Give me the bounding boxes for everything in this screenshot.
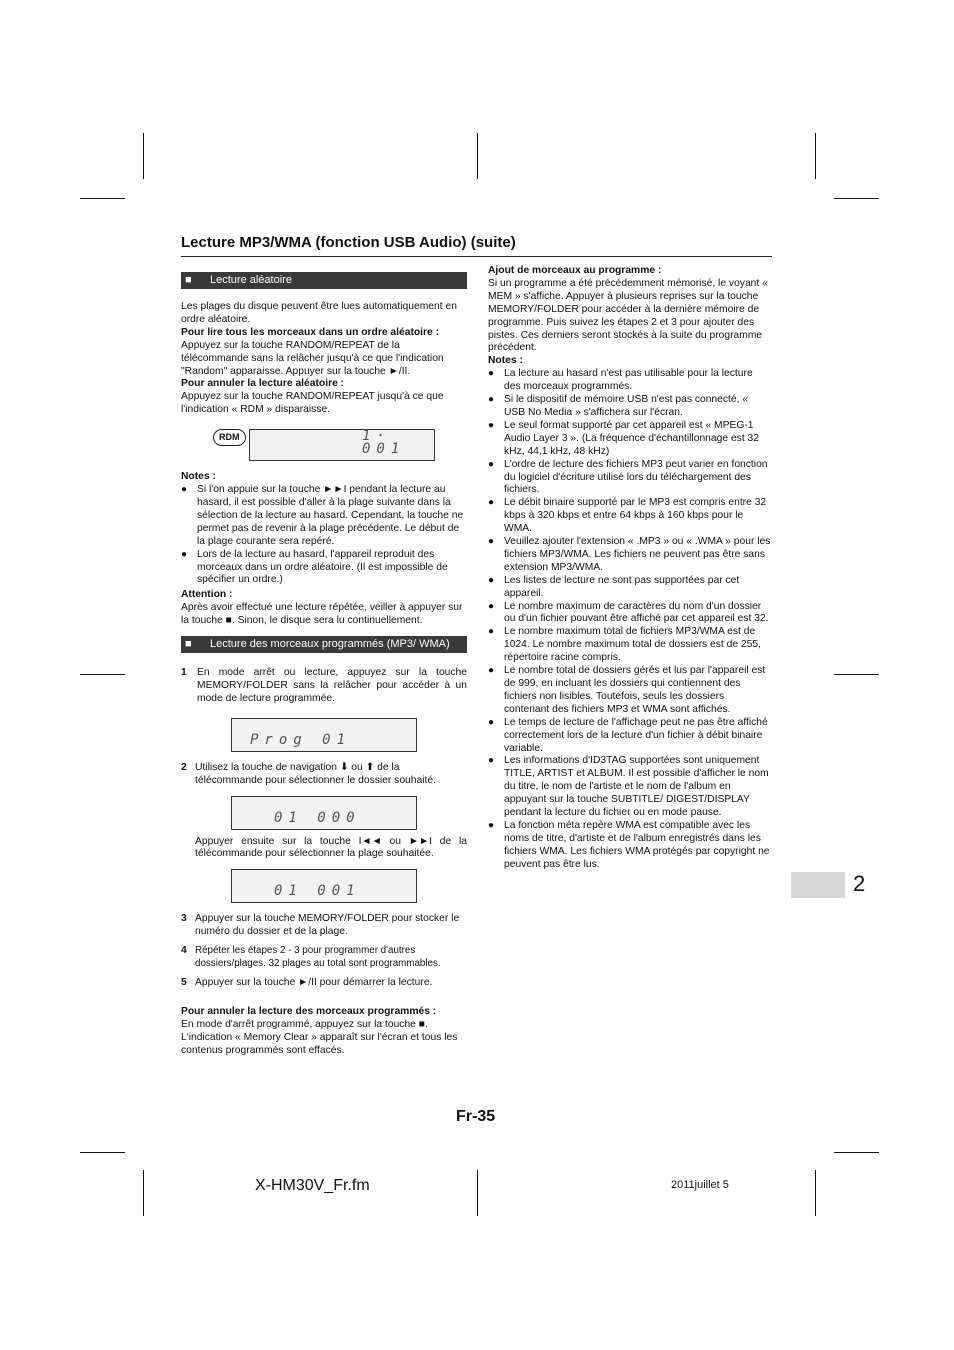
list-item: ● La lecture au hasard n'est pas utilisable pour la lecture des morceaux programmés. [488, 368, 753, 393]
footer-date: 2011juillet 5 [671, 1179, 729, 1191]
cancel-program-text: En mode d'arrêt programmé, appuyez sur la touche ■. L'indication « Memory Clear » apparaît sur l'écran et tous les contenus programmés sont effacés. [181, 1018, 458, 1056]
bullet-icon: ● [488, 716, 495, 728]
notes-label: Notes : [181, 471, 216, 483]
add-program-label: Ajout de morceaux au programme : [488, 265, 662, 276]
step-4: 4 Répéter les étapes 2 - 3 pour programmer d'autres dossiers/plages. 32 plages au total sont programmables. [181, 945, 441, 970]
list-item: ● Si le dispositif de mémoire USB n'est pas connecté, « USB No Media » s'affichera sur l'écran. [488, 394, 749, 418]
section-heading-text: Lecture des morceaux programmés (MP3/ WMA) [210, 638, 450, 651]
add-program-text: Si un programme a été précédemment mémorisé, le voyant « MEM » s'affiche. Appuyer à plusieurs reprises sur la touche MEMORY/FOLDER pour accéder à la dernière mémoire de programme. Puis suivez les étapes 2 et 3 pour ajouter des pistes. Ces derniers seront stockés à la suite du programme précédent. [488, 277, 768, 354]
section-heading-program [181, 636, 467, 653]
bullet-icon: ● [488, 600, 495, 612]
step-5: 5 Appuyer sur la touche ►/II pour démarrer la lecture. [181, 977, 433, 988]
lcd-text: 01 001 [274, 883, 361, 900]
crop-mark [815, 133, 816, 179]
lcd-display [231, 796, 417, 830]
step-2b: Appuyer ensuite sur la touche I◄◄ ou ►►I de la télécommande pour sélectionner la plage souhaitée. [195, 835, 467, 860]
crop-mark [834, 198, 879, 199]
lcd-text: Prog 01 [250, 731, 352, 748]
lcd-text: 1· 001 [362, 428, 406, 458]
rdm-display-figure [181, 425, 467, 469]
attention-text: Après avoir effectué une lecture répétée, veiller à appuyer sur la touche ■. Sinon, le disque sera lu continuellement. [181, 602, 463, 627]
list-item: ● La fonction méta repère WMA est compatible avec les noms de titre, d'artiste et de l'album enregistrés dans les fichiers WMA. Les fichiers WMA protégés par copyright ne peuvent pas être lus. [488, 819, 770, 870]
cancel-program-label: Pour annuler la lecture des morceaux programmés : [181, 1005, 437, 1017]
list-item: ● Les informations d'ID3TAG supportées sont uniquement TITLE, ARTIST et ALBUM. Il est possible d'afficher le nom du titre, le nom de l'artiste et le nom de l'album en appuyant sur la touche SUBTITLE/ DIGEST/DISPLAY pendant la lecture du fichier ou en mode pause. [488, 755, 769, 819]
random-cancel-text: Appuyez sur la touche RANDOM/REPEAT jusqu'à ce que l'indication « RDM » disparaisse. [181, 391, 444, 416]
random-read-text: Appuyez sur la touche RANDOM/REPEAT de la télécommande sans la relâcher jusqu'à ce que l'indication "Random" apparaisse. Appuyer sur la touche ►/II. [181, 339, 444, 377]
bullet-icon: ● [488, 368, 495, 380]
rdm-badge: RDM [213, 429, 246, 446]
crop-mark [143, 1170, 144, 1216]
right-column [488, 265, 771, 872]
crop-mark [815, 1170, 816, 1216]
notes-label: Notes : [488, 355, 523, 367]
lcd-display [231, 869, 417, 903]
crop-mark [80, 198, 125, 199]
crop-mark [477, 133, 478, 179]
random-intro: Les plages du disque peuvent être lues automatiquement en ordre aléatoire. [181, 301, 457, 325]
bullet-icon: ● [488, 419, 495, 431]
crop-mark [80, 674, 125, 675]
list-item: ● Le nombre maximum de caractères du nom d'un dossier ou d'un fichier pouvant être affiché par cet appareil est 32. [488, 600, 769, 625]
bullet-icon: ● [488, 665, 495, 677]
lcd-display [249, 429, 435, 461]
step-1: 1 En mode arrêt ou lecture, appuyez sur la touche MEMORY/FOLDER sans la relâcher pour accéder à un mode de lecture programmée. [181, 667, 467, 704]
bullet-icon: ● [488, 394, 495, 406]
list-item: ● Le temps de lecture de l'affichage peut ne pas être affiché correctement lors de la lecture d'un fichier à débit binaire variable. [488, 716, 768, 754]
list-item: ● Le seul format supporté par cet appareil est « MPEG-1 Audio Layer 3 ». (La fréquence d'échantillonnage est 32 kHz, 44,1 kHz, 48 kHz) [488, 419, 759, 457]
list-item: ● Si l'on appuie sur la touche ►►I pendant la lecture au hasard, il est possible d'aller à la plage suivante dans la sélection de la lecture au hasard. Cependant, la touche ne permet pas de revenir à la plage précédente. Le début de la plage courante sera repéré. [181, 484, 464, 547]
crop-mark [477, 1170, 478, 1216]
bullet-icon: ● [488, 536, 495, 548]
list-item: ● Veuillez ajouter l'extension « .MP3 » ou « .WMA » pour les fichiers MP3/WMA. Les fichiers ne peuvent pas être sans extension MP3/WMA. [488, 536, 771, 573]
chapter-number: 2 [853, 871, 866, 896]
random-cancel-label: Pour annuler la lecture aléatoire : [181, 378, 345, 390]
attention-label: Attention : [181, 589, 233, 601]
title-rule [181, 256, 772, 257]
step-3: 3 Appuyer sur la touche MEMORY/FOLDER pour stocker le numéro du dossier et de la plage. [181, 913, 460, 938]
lcd-display [231, 718, 417, 752]
bullet-icon: ● [181, 548, 188, 560]
left-column [181, 272, 467, 1058]
crop-mark [143, 133, 144, 179]
section-heading-random [181, 272, 467, 289]
bullet-icon: ● [181, 484, 188, 496]
list-item: ● Le nombre maximum total de fichiers MP3/WMA est de 1024. Le nombre maximum total de dossiers est de 255, répertoire racine compris. [488, 626, 761, 664]
random-read-label: Pour lire tous les morceaux dans un ordre aléatoire : [181, 326, 440, 338]
page-title: Lecture MP3/WMA (fonction USB Audio) (suite) [181, 234, 516, 251]
bullet-icon: ● [488, 819, 495, 831]
list-item: ● Les listes de lecture ne sont pas supportées par cet appareil. [488, 574, 740, 599]
lcd-text: 01 000 [274, 809, 361, 826]
square-bullet-icon: ■ [185, 638, 192, 651]
bullet-icon: ● [488, 626, 495, 638]
chapter-tab [791, 872, 845, 898]
square-bullet-icon: ■ [185, 274, 192, 286]
list-item: ● L'ordre de lecture des fichiers MP3 peut varier en fonction du logiciel d'écriture utilisé lors du téléchargement des fichiers. [488, 458, 768, 496]
bullet-icon: ● [488, 755, 495, 767]
section-heading-text: Lecture aléatoire [210, 274, 292, 286]
footer-filename: X-HM30V_Fr.fm [255, 1177, 370, 1194]
list-item: ● Le débit binaire supporté par le MP3 est compris entre 32 kbps à 320 kbps et entre 64 kbps à 160 kbps pour le WMA. [488, 497, 767, 535]
step-2: 2 Utilisez la touche de navigation ⬇ ou ⬆ de la télécommande pour sélectionner le dossier souhaité. [181, 761, 436, 786]
list-item: ● Lors de la lecture au hasard, l'appareil reproduit des morceaux dans un ordre aléatoire. (Il est impossible de spécifier un ordre.) [181, 548, 448, 586]
page-number: Fr-35 [456, 1108, 496, 1125]
crop-mark [834, 674, 879, 675]
crop-mark [80, 1152, 125, 1153]
bullet-icon: ● [488, 458, 495, 470]
bullet-icon: ● [488, 574, 495, 586]
crop-mark [834, 1152, 879, 1153]
list-item: ● Le nombre total de dossiers gérés et lus par l'appareil est de 999, en incluant les dossiers qui contiennent des fichiers non lisibles. Toutefois, seuls les dossiers contenant des fichiers MP3 et WMA sont affichés. [488, 665, 766, 715]
bullet-icon: ● [488, 497, 495, 509]
